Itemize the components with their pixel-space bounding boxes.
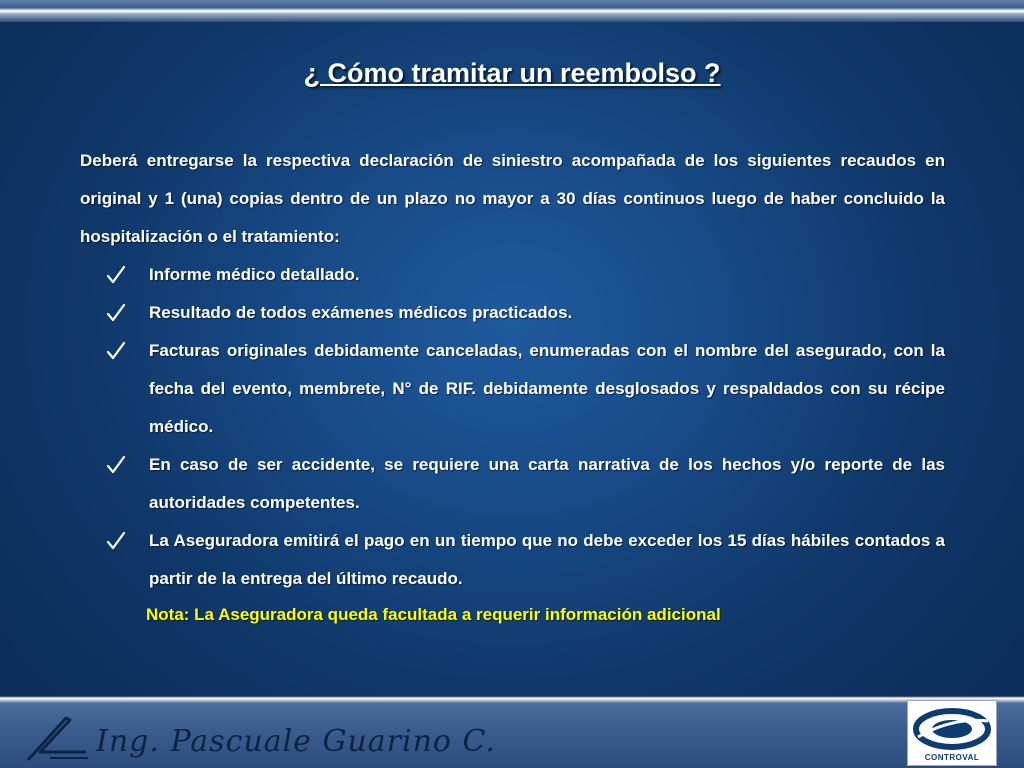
controval-emblem-icon bbox=[912, 707, 992, 751]
intro-paragraph: Deberá entregarse la respectiva declaración de siniestro acompañada de los siguientes recaudos en original y 1 (una) copias dentro de un plazo no mayor a 30 días continuos luego de haber concluido la hospitalización o el tratamiento: bbox=[80, 151, 945, 246]
list-item-text: Facturas originales debidamente canceladas, enumeradas con el nombre del asegurado, con la fecha del evento, membrete, N° de RIF. debidamente desglosados y respaldados con su récipe médico. bbox=[149, 341, 945, 436]
list-item bbox=[80, 332, 945, 446]
checkmark-icon bbox=[106, 522, 126, 560]
checkmark-icon bbox=[106, 446, 126, 484]
list-item-text: La Aseguradora emitirá el pago en un tiempo que no debe exceder los 15 días hábiles contados a partir de la entrega del último recaudo. bbox=[149, 531, 945, 588]
list-item-text: Resultado de todos exámenes médicos practicados. bbox=[149, 303, 573, 322]
list-item bbox=[80, 522, 945, 598]
list-item bbox=[80, 294, 945, 332]
top-decorative-band bbox=[0, 0, 1024, 22]
note-text: Nota: La Aseguradora queda facultada a requerir información adicional bbox=[146, 605, 721, 624]
controval-logo bbox=[907, 700, 997, 766]
slide-content bbox=[80, 142, 945, 634]
list-item-text: En caso de ser accidente, se requiere una carta narrativa de los hechos y/o reporte de las autoridades competentes. bbox=[149, 455, 945, 512]
checkmark-icon bbox=[106, 294, 126, 332]
requirements-list bbox=[80, 256, 945, 598]
checkmark-icon bbox=[106, 332, 126, 370]
list-item bbox=[80, 256, 945, 294]
presenter-signature: Ing. Pascuale Guarino C. bbox=[96, 724, 496, 759]
slide-title: ¿ Cómo tramitar un reembolso ? bbox=[303, 58, 721, 88]
logo-label: CONTROVAL bbox=[924, 753, 980, 762]
signature-flourish-icon bbox=[26, 712, 96, 764]
list-item bbox=[80, 446, 945, 522]
list-item-text: Informe médico detallado. bbox=[149, 265, 360, 284]
checkmark-icon bbox=[106, 256, 126, 294]
